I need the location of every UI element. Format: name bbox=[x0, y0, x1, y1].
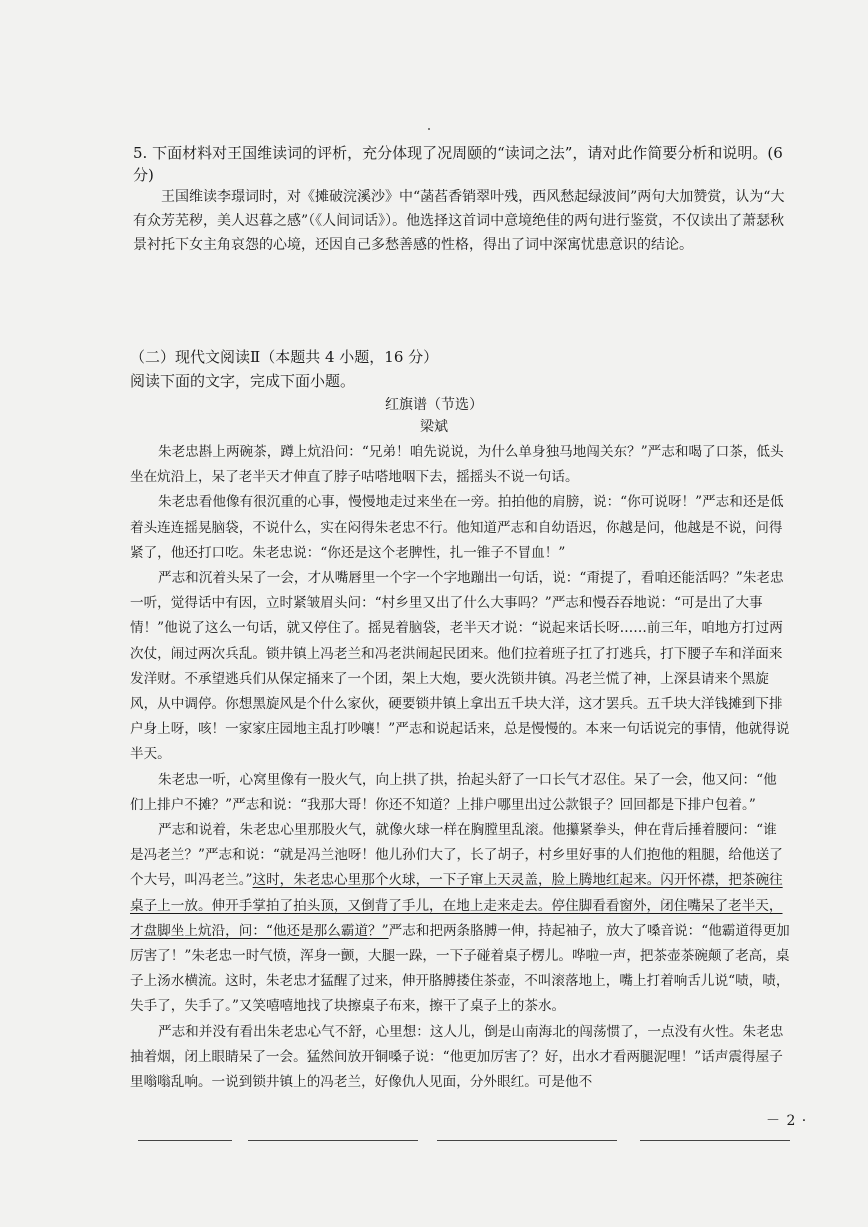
paragraph-text: 严志和说着，朱老忠心里那股火气，就像火球一样在胸膛里乱滚。他攥紧拳头，伸在背后捶着腰问：“谁是冯老兰？”严志和说：“就是冯兰池呀！他儿孙们大了，长了胡子，村乡里好事的人们抱他的粗腿，给他送了个大号，叫冯老兰。” bbox=[130, 822, 783, 889]
passage-paragraph: 朱老忠看他像有很沉重的心事，慢慢地走过来坐在一旁。拍拍他的肩膀，说：“你可说呀！”严志和还是低着头连连摇晃脑袋，不说什么，实在闷得朱老忠不行。他知道严志和自幼语迟，你越是问，他越是不说，问得紧了，他还打口吃。朱老忠说：“你还是这个老脾性，扎一锥子不冒血！” bbox=[130, 494, 784, 561]
passage-body bbox=[130, 440, 790, 1095]
question-5-quote: 王国维读李璟词时，对《摊破浣溪沙》中“菡萏香销翠叶残，西风愁起绿波间”两句大加赞赏，认为“大有众芳芜秽，美人迟暮之感”（《人间词话》）。他选择这首词中意境绝佳的两句进行鉴赏，不仅读出了萧瑟秋景衬托下女主角哀怨的心境，还因自己多愁善感的性格，得出了词中深寓忧患意识的结论。 bbox=[133, 189, 785, 253]
passage-paragraph: 朱老忠斟上两碗茶，蹲上炕沿问：“兄弟！咱先说说，为什么单身独马地闯关东？”严志和喝了口茶，低头坐在炕沿上，呆了老半天才伸直了脖子咕嗒地咽下去，摇摇头不说一句话。 bbox=[130, 444, 784, 486]
scan-speck bbox=[428, 128, 430, 130]
footer-rule bbox=[437, 1140, 617, 1141]
passage-title: 红旗谱（节选） bbox=[385, 397, 483, 413]
passage-paragraph: 严志和并没有看出朱老忠心气不舒，心里想：这人儿，倒是山南海北的闯荡惯了，一点没有火性。朱老忠抽着烟，闭上眼睛呆了一会。猛然间放开铜嗓子说：“他更加厉害了？好，出水才看两腿泥哩！”话声震得屋子里嗡嗡乱响。一说到锁井镇上的冯老兰，好像仇人见面，分外眼红。可是他不 bbox=[130, 1023, 784, 1091]
section-2-heading: （二）现代文阅读Ⅱ（本题共 4 小题，16 分） bbox=[130, 348, 439, 366]
passage-paragraph bbox=[130, 818, 790, 1020]
footer-rule bbox=[640, 1140, 790, 1141]
paragraph-text: 严志和把两条胳膊一伸，持起袖子，放大了嗓音说：“他霸道得更加厉害了！”朱老忠一时气愤，浑身一颤，大腿一跺，一下子碰着桌子楞儿。哗啦一声，把茶壶茶碗颠了老高，桌子上汤水横流。这时，朱老忠才猛醒了过来，伸开胳膊搂住茶壶，不叫滚落地上，嘴上打着响舌儿说“啧，啧，失手了，失手了。”又笑嘻嘻地找了块擦桌子布来，擦干了桌子上的茶水。 bbox=[130, 922, 790, 1015]
footer-rule bbox=[248, 1140, 418, 1141]
page-number: － 2 · bbox=[766, 1113, 808, 1129]
passage-paragraph: 严志和沉着头呆了一会，才从嘴唇里一个字一个字地蹦出一句话，说：“甭提了，看咱还能活吗？”朱老忠一听，觉得话中有因，立时紧皱眉头问：“村乡里又出了什么大事吗？”严志和慢吞吞地说：“可是出了大事情！”他说了这么一句话，就又停住了。摇晃着脑袋，老半天才说：“说起来话长呀……前三年，咱地方打过两次仗，闹过两次兵乱。锁井镇上冯老兰和冯老洪闹起民团来。他们拉着班子扛了打逃兵，打下腰子车和洋面来发洋财。不承望逃兵们从保定捅来了一个团，架上大炮，要火洗锁井镇。冯老兰慌了神，上深县请来个黑旋风，从中调停。你想黑旋风是个什么家伙，硬要锁井镇上拿出五千块大洋，这才罢兵。五千块大洋钱摊到下排户身上呀，咳！一家家庄园地主乱打吵嚷！”严志和说起话来，总是慢慢的。本来一句话说完的事情，他就得说半天。 bbox=[130, 570, 790, 763]
passage-author: 梁斌 bbox=[420, 419, 448, 435]
section-2-instruction: 阅读下面的文字，完成下面小题。 bbox=[130, 372, 356, 390]
footer-rule bbox=[138, 1140, 232, 1141]
passage-paragraph: 朱老忠一听，心窝里像有一股火气，向上拱了拱，抬起头舒了一口长气才忍住。呆了一会，他又问：“他们上排户不摊？”严志和说：“我那大哥！你还不知道？上排户哪里出过公款银子？回回都是下排户包着。” bbox=[130, 771, 777, 813]
underlined-passage: 这时，朱老忠心里那个火球，一下子窜上天灵盖，脸上腾地红起来。闪开怀襟，把茶碗往桌子上一放。伸开手掌拍了拍头顶，又倒背了手儿，在地上走来走去。停住脚看看窗外，闭住嘴呆了老半天，才盘脚坐上炕沿，问：“他还是那么霸道？” bbox=[130, 872, 783, 939]
question-5-prompt: 5. 下面材料对王国维读词的评析，充分体现了况周颐的“读词之法”，请对此作简要分析和说明。(6分) bbox=[133, 144, 783, 184]
section-2-header bbox=[130, 345, 790, 393]
